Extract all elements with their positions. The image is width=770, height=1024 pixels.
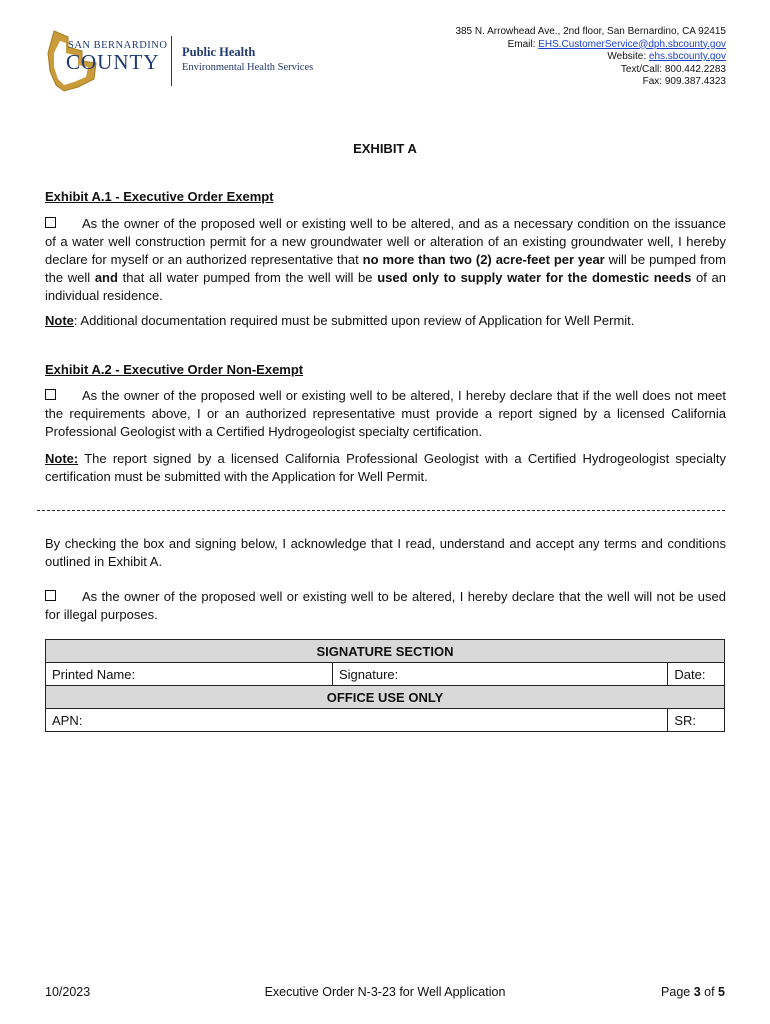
date-field[interactable]: Date: [668, 663, 725, 686]
dashed-divider [37, 510, 725, 511]
exhibit-a1-note [45, 312, 726, 330]
footer-date: 10/2023 [45, 985, 91, 999]
illegal-use-checkbox[interactable] [45, 590, 56, 601]
printed-name-field[interactable]: Printed Name: [46, 663, 333, 686]
a2-text: As the owner of the proposed well or existing well to be altered, I hereby declare that if the well does not meet the requirements above, I or an authorized representative must provide a report signed by a licensed California Professional Geologist with a Certified Hydrogeologist specialty certification. [45, 388, 726, 439]
contact-address: 385 N. Arrowhead Ave., 2nd floor, San Bernardino, CA 92415 [455, 26, 726, 37]
exhibit-a2-paragraph [45, 387, 726, 441]
page-title: EXHIBIT A [353, 141, 417, 156]
a1-bold-2: and [94, 270, 118, 285]
exhibit-a1-checkbox[interactable] [45, 217, 56, 228]
exhibit-a1-heading: Exhibit A.1 - Executive Order Exempt [45, 189, 274, 204]
logo-divider [171, 36, 172, 86]
a1-text-1: As the owner of the proposed well or existing well to be altered, and as a necessary condition on the issuance of a water well construction permit for a new groundwater well or alteration of an existing groundwater well, I hereby declare for myself or an authorized representative that [45, 216, 726, 267]
a1-note-text: : Additional documentation required must be submitted upon review of Application for Well Permit. [73, 313, 635, 328]
signature-field[interactable]: Signature: [333, 663, 668, 686]
a2-note-label: Note: [45, 451, 79, 466]
logo-dept-subtitle: Environmental Health Services [182, 62, 314, 73]
footer-page-total: 5 [718, 985, 725, 999]
a1-text-2: will be pumped from the well [45, 252, 726, 285]
contact-fax: Fax: 909.387.4323 [642, 76, 726, 87]
signature-section-header: SIGNATURE SECTION [46, 640, 725, 663]
illegal-use-paragraph [45, 588, 726, 624]
a1-text-4: of an individual residence. [45, 270, 726, 303]
county-logo [44, 27, 319, 93]
a1-note-label: Note [45, 313, 74, 328]
office-use-header: OFFICE USE ONLY [46, 686, 725, 709]
illegal-use-text: As the owner of the proposed well or existing well to be altered, I hereby declare that the well will not be used for illegal purposes. [45, 589, 726, 622]
acknowledge-paragraph: By checking the box and signing below, I acknowledge that I read, understand and accept any terms and conditions outlined in Exhibit A. [45, 536, 726, 569]
sr-field[interactable]: SR: [668, 709, 725, 732]
contact-text-call: Text/Call: 800.442.2283 [620, 63, 726, 75]
exhibit-a2-checkbox[interactable] [45, 389, 56, 400]
logo-county-main: COUNTY [66, 50, 160, 74]
footer-page-prefix: Page [661, 985, 694, 999]
contact-email-link[interactable]: EHS.CustomerService@dph.sbcounty.gov [538, 38, 726, 50]
contact-website-label: Website: [607, 51, 649, 62]
exhibit-a2-note [45, 450, 726, 486]
exhibit-a2-heading: Exhibit A.2 - Executive Order Non-Exempt [45, 362, 304, 377]
footer-page-of: of [700, 985, 719, 999]
contact-email-label: Email: [507, 38, 539, 50]
logo-county-top: SAN BERNARDINO [68, 40, 168, 51]
apn-field[interactable]: APN: [46, 709, 668, 732]
a1-text-3: that all water pumped from the well will be [117, 270, 378, 285]
footer-page-number [661, 985, 725, 999]
a1-bold-3: used only to supply water for the domestic needs [377, 270, 692, 285]
contact-block [455, 26, 726, 89]
a1-bold-1: no more than two (2) acre-feet per year [362, 252, 605, 267]
exhibit-a1-paragraph [45, 215, 726, 305]
contact-website-link[interactable]: ehs.sbcounty.gov [648, 51, 726, 62]
logo-dept-title: Public Health [182, 45, 256, 59]
contact-website-line [455, 51, 726, 64]
a2-note-text: The report signed by a licensed California Professional Geologist with a Certified Hydrogeologist specialty certification must be submitted with the Application for Well Permit. [45, 451, 726, 484]
contact-email-line [455, 39, 726, 52]
footer-page-num: 3 [693, 985, 701, 999]
footer-title: Executive Order N-3-23 for Well Application [264, 985, 506, 999]
signature-table [45, 639, 725, 732]
